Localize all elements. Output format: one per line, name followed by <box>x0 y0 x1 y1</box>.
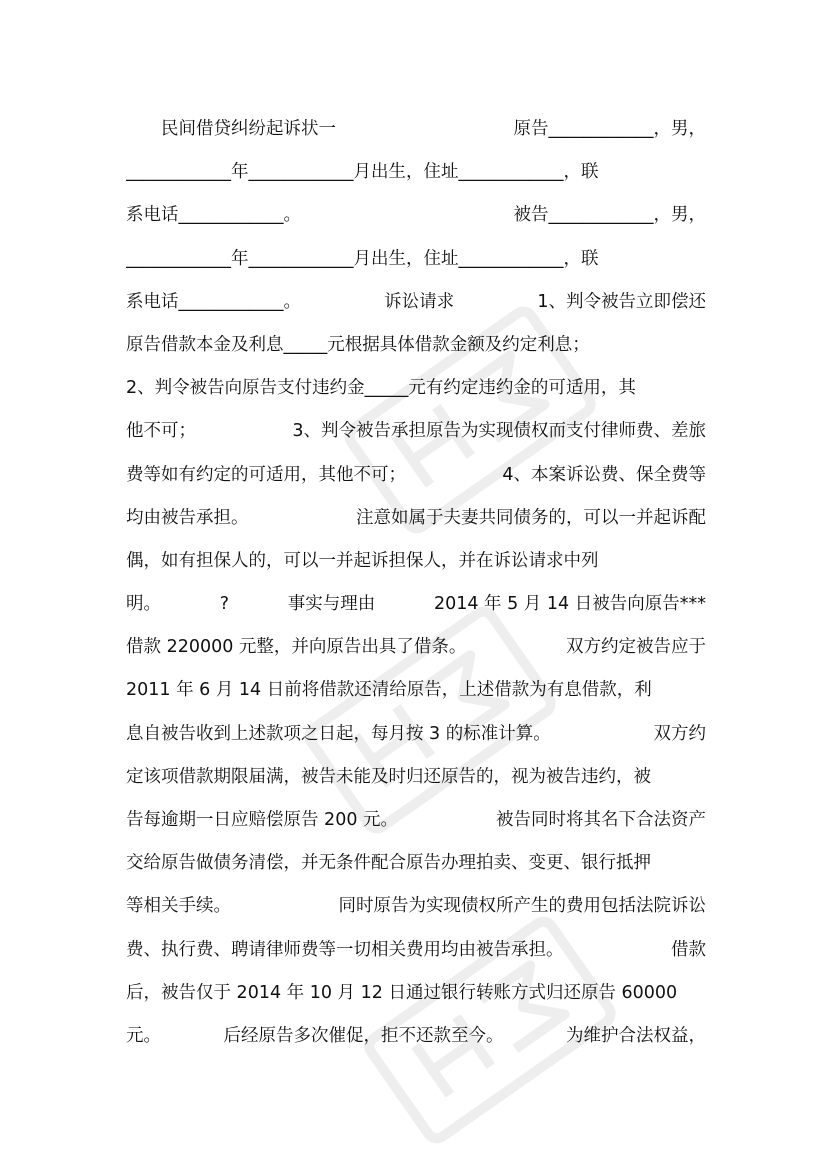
text-segment: 借款 <box>671 939 706 960</box>
text-line <box>126 669 706 712</box>
text-line <box>126 540 706 583</box>
text-line <box>126 799 706 842</box>
text-segment: 等相关手续。 <box>126 896 231 917</box>
text-segment: 他不可； <box>126 421 196 442</box>
text-segment: 4、本案诉讼费、保全费等 <box>502 464 706 485</box>
text-line <box>126 497 706 540</box>
text-line <box>126 626 706 669</box>
text-segment: ____________年____________月出生，住址____________，联 <box>126 248 599 269</box>
text-line <box>126 151 706 194</box>
text-segment: 原告借款本金及利息_____元根据具体借款金额及约定利息； <box>126 334 590 355</box>
text-segment: 2、判令被告向原告支付违约金_____元有约定违约金的可适用，其 <box>126 378 636 399</box>
text-segment: 定该项借款期限届满，被告未能及时归还原告的，视为被告违约，被 <box>126 766 651 787</box>
text-segment: 注意如属于夫妻共同债务的，可以一并起诉配 <box>356 507 706 528</box>
text-segment: 被告____________，男， <box>513 205 706 226</box>
text-line <box>126 367 706 410</box>
text-line <box>126 885 706 928</box>
text-line <box>126 281 706 324</box>
text-line <box>126 238 706 281</box>
text-line <box>126 929 706 972</box>
text-segment: 民间借贷纠纷起诉状一 <box>126 119 336 139</box>
text-segment: 费等如有约定的可适用，其他不可； <box>126 464 406 485</box>
text-line <box>126 108 706 151</box>
text-segment: 双方约 <box>653 723 706 744</box>
text-segment: 后经原告多次催促，拒不还款至今。 <box>223 1025 504 1046</box>
text-segment: 偶，如有担保人的，可以一并起诉担保人，并在诉讼请求中列 <box>126 550 599 571</box>
text-segment: 息自被告收到上述款项之日起，每月按 3 的标准计算。 <box>126 723 551 744</box>
text-segment: 元。 <box>126 1025 161 1046</box>
text-segment: 为维护合法权益， <box>566 1025 706 1046</box>
text-segment: 告每逾期一日应赔偿原告 200 元。 <box>126 810 399 830</box>
text-line <box>126 1015 706 1058</box>
text-segment: 费、执行费、聘请律师费等一切相关费用均由被告承担。 <box>126 939 564 960</box>
text-line <box>126 324 706 367</box>
text-line <box>126 756 706 799</box>
text-segment: 事实与理由 <box>287 594 376 615</box>
text-segment: 系电话____________。 <box>126 205 301 226</box>
text-line <box>126 583 706 626</box>
text-segment: 双方约定被告应于 <box>566 637 706 658</box>
text-segment: 均由被告承担。 <box>126 507 249 528</box>
text-segment: 2014 年 5 月 14 日被告向原告*** <box>433 594 706 615</box>
text-line <box>126 842 706 885</box>
text-segment: ____________年____________月出生，住址____________，联 <box>126 162 599 183</box>
text-segment: 2011 年 6 月 14 日前将借款还清给原告，上述借款为有息借款，利 <box>126 680 652 701</box>
text-segment: 被告同时将其名下合法资产 <box>496 810 706 830</box>
text-segment: 1、判令被告立即偿还 <box>537 291 706 312</box>
text-segment: 诉讼请求 <box>384 291 455 312</box>
text-segment: 3、判令被告承担原告为实现债权而支付律师费、差旅 <box>292 421 706 442</box>
text-line <box>126 713 706 756</box>
text-segment: ? <box>219 594 230 615</box>
text-segment: 交给原告做债务清偿，并无条件配合原告办理拍卖、变更、银行抵押 <box>126 853 651 874</box>
text-segment: 后，被告仅于 2014 年 10 月 12 日通过银行转账方式归还原告 60000 <box>126 982 678 1003</box>
text-line <box>126 454 706 497</box>
text-segment: 原告____________，男， <box>513 119 706 139</box>
text-line <box>126 972 706 1015</box>
text-segment: 同时原告为实现债权所产生的费用包括法院诉讼 <box>338 896 706 917</box>
text-line <box>126 194 706 237</box>
text-line <box>126 410 706 453</box>
text-segment: 系电话____________。 <box>126 291 301 312</box>
document-body <box>126 108 706 1058</box>
text-segment: 借款 220000 元整，并向原告出具了借条。 <box>126 637 467 658</box>
text-segment: 明。 <box>126 594 161 615</box>
